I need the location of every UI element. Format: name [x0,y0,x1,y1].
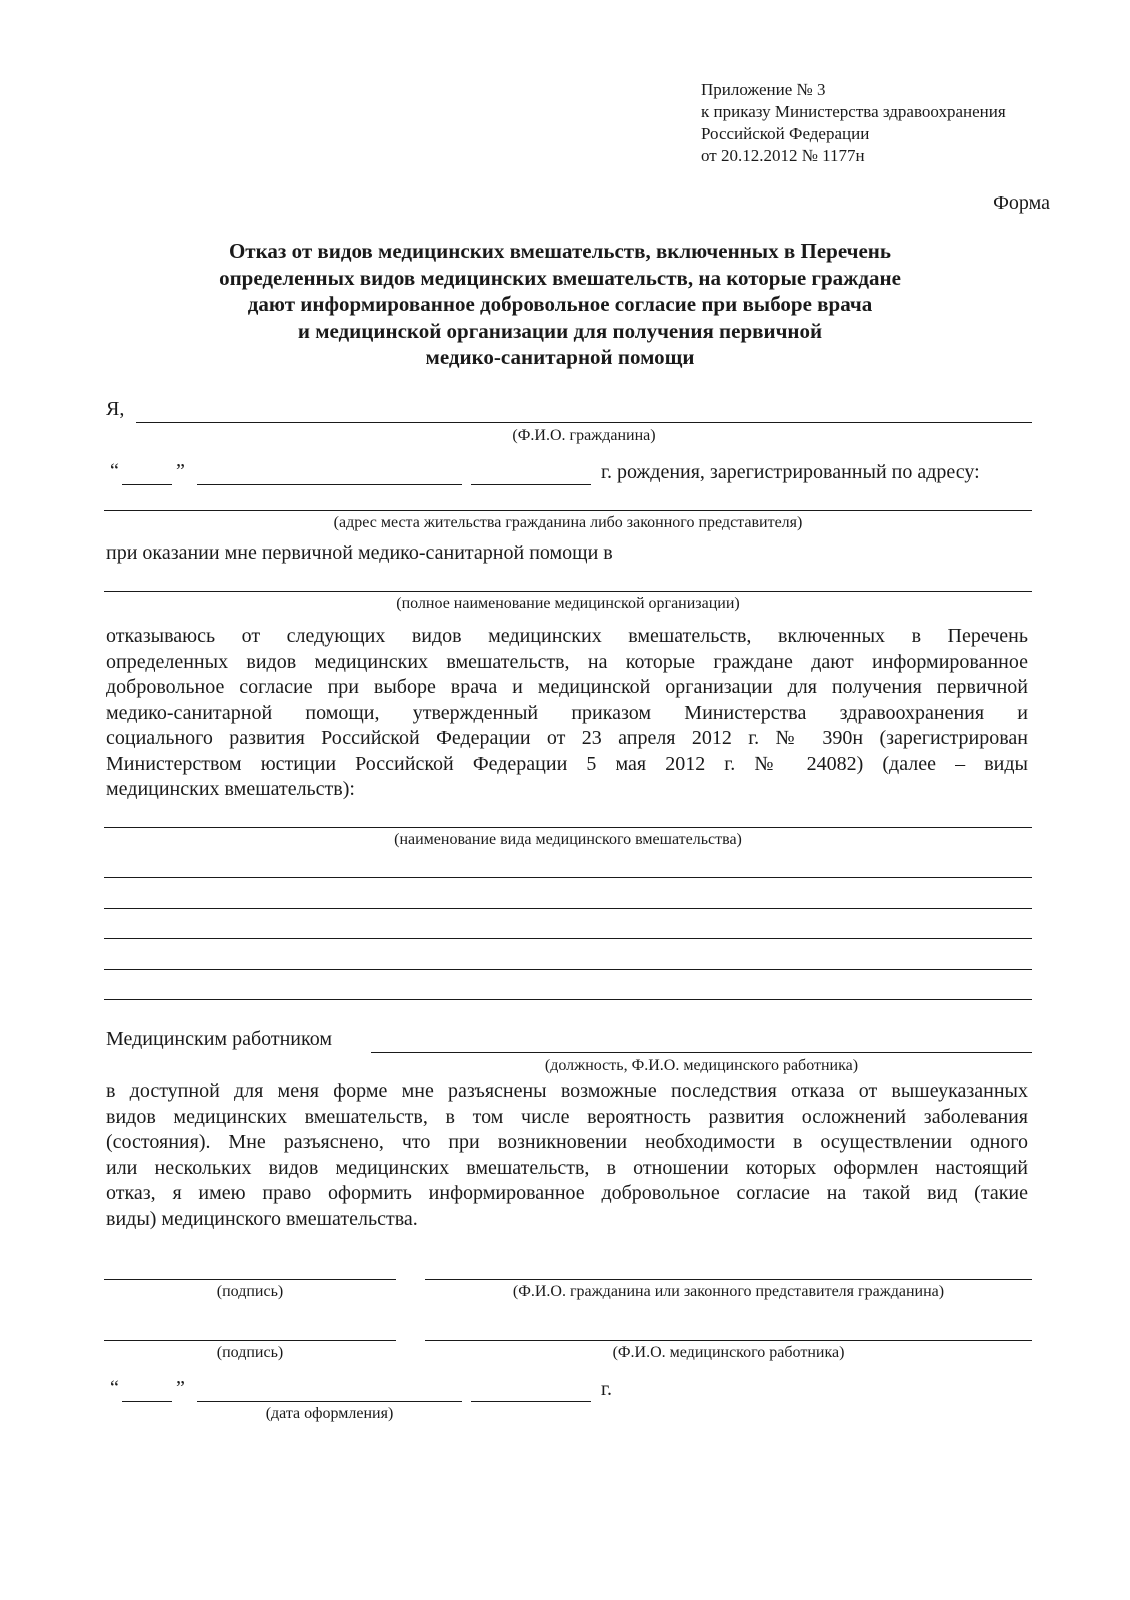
intervention-field[interactable] [104,827,1032,828]
paragraph-line: социального развития Российской Федерации от 23 апреля 2012 г. № 390н (зарегистрирован [106,727,1028,749]
address-field[interactable] [104,510,1032,511]
close-quote: ” [176,460,185,482]
year-suffix: г. [601,1378,612,1400]
intervention-field[interactable] [104,969,1032,970]
order-date: от 20.12.2012 № 1177н [701,146,865,165]
citizen-name-field[interactable] [136,422,1032,423]
close-quote: ” [176,1377,185,1399]
paragraph-line: отказ, я имею право оформить информированное добровольное согласие на такой вид (такие [106,1182,1028,1204]
citizen-fullname-field[interactable] [425,1279,1032,1280]
appendix-number: Приложение № 3 [701,80,826,99]
paragraph-line: отказываюсь от следующих видов медицинских вмешательств, включенных в Перечень [106,625,1028,647]
open-quote: “ [110,1377,119,1399]
worker-fullname-field[interactable] [425,1340,1032,1341]
medical-worker-label: Медицинским работником [106,1028,332,1050]
date-caption: (дата оформления) [265,1405,394,1422]
intervention-field[interactable] [104,908,1032,909]
intervention-field[interactable] [104,938,1032,939]
organization-field[interactable] [104,591,1032,592]
title-line: медико-санитарной помощи [425,345,695,369]
birth-day-field[interactable] [122,484,172,485]
signature-caption: (подпись) [216,1283,284,1300]
signature-caption: (подпись) [216,1344,284,1361]
medical-worker-field[interactable] [371,1052,1032,1053]
title-line: Отказ от видов медицинских вмешательств, включенных в Перечень [228,239,892,263]
open-quote: “ [110,460,119,482]
organization-intro: при оказании мне первичной медико-санитарной помощи в [106,542,613,564]
worker-fullname-caption: (Ф.И.О. медицинского работника) [612,1344,845,1361]
title-line: дают информированное добровольное согласие при выборе врача [247,292,873,316]
organization-caption: (полное наименование медицинской организации) [396,595,740,612]
intervention-field[interactable] [104,999,1032,1000]
citizen-name-caption: (Ф.И.О. гражданина) [512,427,656,444]
paragraph-line: медико-санитарной помощи, утвержденный приказом Министерства здравоохранения и [106,701,1028,724]
birth-year-field[interactable] [471,484,591,485]
title-line: и медицинской организации для получения первичной [297,318,823,343]
date-year-field[interactable] [471,1401,591,1402]
document-title [150,238,970,371]
paragraph-line: в доступной для меня форме мне разъяснены возможные последствия отказа от вышеуказанных [106,1080,1028,1102]
paragraph-line: видов медицинских вмешательств, в том числе вероятность развития осложнений заболевания [106,1105,1028,1128]
birth-registration-text: г. рождения, зарегистрированный по адресу: [601,461,980,483]
paragraph-line: медицинских вмешательств): [106,778,355,800]
order-reference: к приказу Министерства здравоохранения [701,102,1006,121]
citizen-signature-field[interactable] [104,1279,396,1280]
medical-worker-caption: (должность, Ф.И.О. медицинского работника) [544,1057,859,1074]
paragraph-line: Министерством юстиции Российской Федерации 5 мая 2012 г. № 24082) (далее – виды [106,752,1028,775]
explanation-paragraph [106,1079,1028,1232]
citizen-fullname-caption: (Ф.И.О. гражданина или законного представителя гражданина) [512,1283,945,1300]
title-line: определенных видов медицинских вмешательств, на которые граждане [219,265,901,290]
paragraph-line: (состояния). Мне разъяснено, что при возникновении необходимости в осуществлении одного [106,1131,1028,1153]
refusal-paragraph [106,624,1028,803]
paragraph-line: добровольное согласие при выборе врача и медицинской организации для получения первичной [106,676,1028,698]
paragraph-line: определенных видов медицинских вмешательств, на которые граждане дают информированное [106,650,1028,673]
paragraph-line: или нескольких видов медицинских вмешательств, в отношении которых оформлен настоящий [106,1156,1028,1179]
intervention-field[interactable] [104,877,1032,878]
paragraph-line: виды) медицинского вмешательства. [106,1207,418,1230]
address-caption: (адрес места жительства гражданина либо законного представителя) [333,514,803,531]
date-month-field[interactable] [197,1401,462,1402]
birth-month-field[interactable] [197,484,462,485]
intervention-caption: (наименование вида медицинского вмешательства) [394,831,742,848]
form-label: Форма [993,192,1050,214]
date-day-field[interactable] [122,1401,172,1402]
worker-signature-field[interactable] [104,1340,396,1341]
federation-name: Российской Федерации [701,124,870,143]
citizen-prefix: Я, [106,398,125,420]
